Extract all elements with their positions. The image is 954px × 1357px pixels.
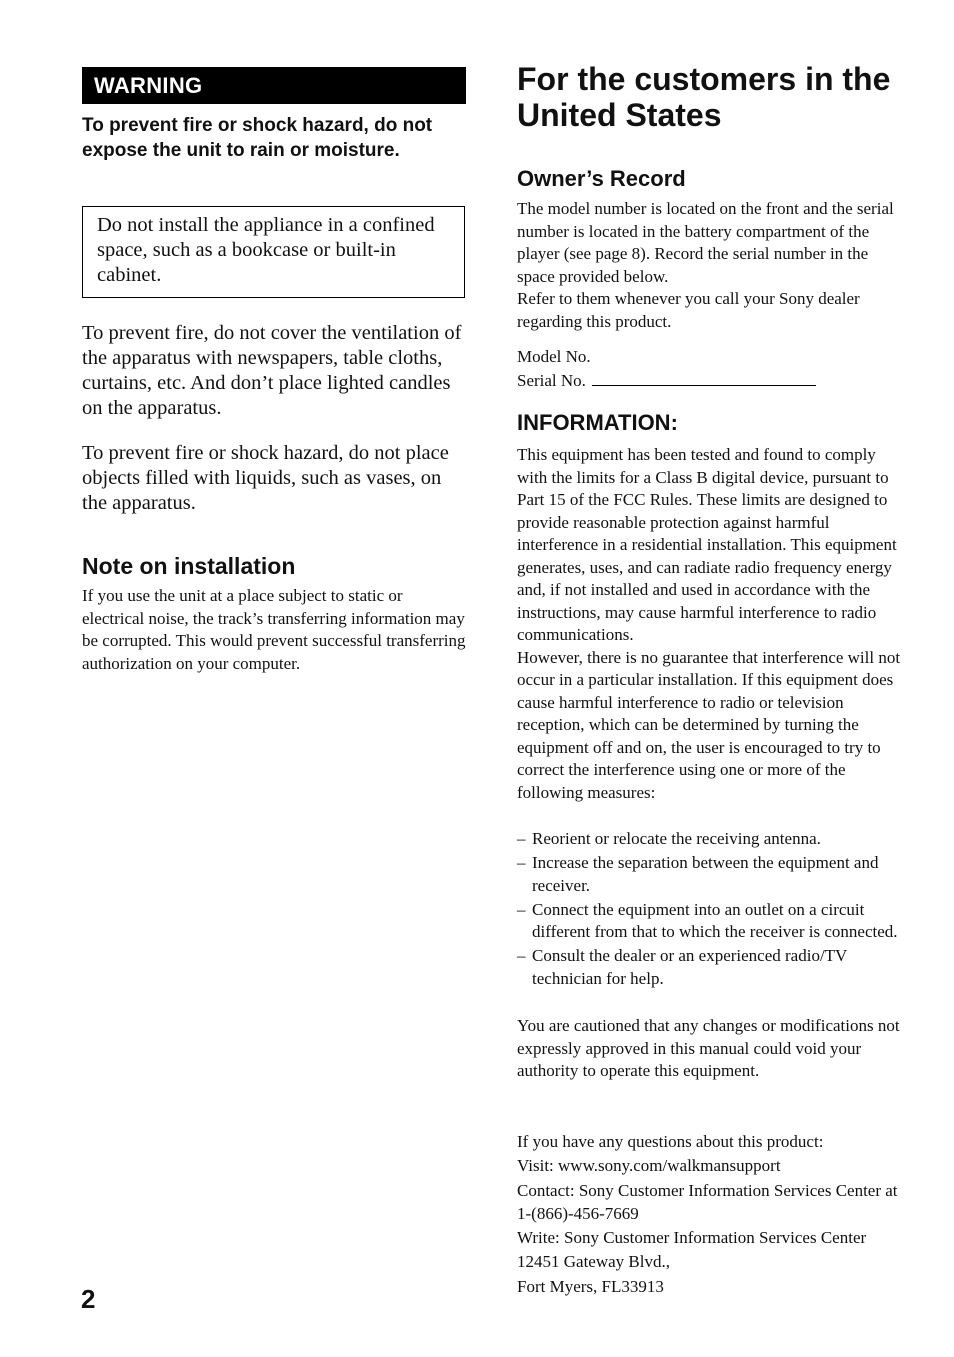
- shock-warning-paragraph: To prevent fire or shock hazard, do not place objects filled with liquids, such as vases, on the apparatus.: [82, 442, 449, 514]
- list-dash: –: [517, 899, 526, 919]
- address-line-1: 12451 Gateway Blvd.,: [517, 1252, 670, 1271]
- model-number-line: [517, 346, 907, 369]
- information-heading: INFORMATION:: [517, 410, 678, 435]
- page-number: 2: [81, 1284, 96, 1314]
- owners-record-heading: Owner’s Record: [517, 166, 686, 191]
- list-item: [517, 899, 907, 944]
- measure-text: Reorient or relocate the receiving antenna.: [532, 829, 821, 848]
- installation-warning-text: Do not install the appliance in a confined space, such as a bookcase or built-in cabinet.: [97, 214, 435, 286]
- list-item: [517, 945, 907, 990]
- model-number-label: Model No.: [517, 347, 591, 366]
- fcc-compliance-paragraph: This equipment has been tested and found to comply with the limits for a Class B digital device, pursuant to Part 15 of the FCC Rules. These limits are designed to provide reasonable protection against harmful interference in a residential installation. This equipment generates, uses, and can radiate radio frequency energy and, if not installed and used in accordance with the instructions, may cause harmful interference to radio communications.: [517, 445, 897, 644]
- list-dash: –: [517, 946, 526, 965]
- caution-paragraph: You are cautioned that any changes or modifications not expressly approved in this manual could void your authority to operate this equipment.: [517, 1016, 900, 1080]
- list-dash: –: [517, 829, 526, 848]
- list-item: [517, 852, 907, 897]
- measure-text: Connect the equipment into an outlet on a circuit different from that to which the receiver is connected.: [532, 899, 898, 941]
- installation-heading: Note on installation: [82, 553, 296, 579]
- address-line-2: Fort Myers, FL33913: [517, 1277, 664, 1296]
- support-website-line: Visit: www.sony.com/walkmansupport: [517, 1156, 781, 1175]
- information-body: [517, 444, 907, 804]
- warning-lead-text: To prevent fire or shock hazard, do not expose the unit to rain or moisture.: [82, 115, 433, 161]
- serial-number-line: [517, 370, 907, 393]
- fire-warning-paragraph: To prevent fire, do not cover the ventilation of the apparatus with newspapers, table cloths, curtains, etc. And don’t place lighted candles on the apparatus.: [82, 322, 462, 419]
- interference-measures-list: [517, 828, 907, 992]
- serial-number-label: Serial No.: [517, 371, 586, 390]
- installation-warning-box: [82, 206, 465, 298]
- contact-phone-line: Contact: Sony Customer Information Services Center at 1-(866)-456-7669: [517, 1181, 898, 1223]
- interference-paragraph: However, there is no guarantee that interference will not occur in a particular installation. If this equipment does cause harmful interference to radio or television reception, which can be determined by turning the equipment off and on, the user is encouraged to try to correct the interference using one or more of the following measures:: [517, 647, 901, 802]
- owners-record-paragraph-2: Refer to them whenever you call your Sony dealer regarding this product.: [517, 289, 860, 331]
- list-dash: –: [517, 853, 526, 872]
- serial-number-blank: [592, 371, 816, 386]
- questions-line: If you have any questions about this product:: [517, 1132, 824, 1151]
- measure-text: Consult the dealer or an experienced radio/TV technician for help.: [532, 946, 848, 988]
- warning-heading: WARNING: [82, 67, 466, 104]
- page-title: For the customers in the United States: [517, 61, 891, 133]
- write-line: Write: Sony Customer Information Services Center: [517, 1228, 867, 1247]
- owners-record-paragraph: The model number is located on the front and the serial number is located in the battery compartment of the player (see page 8). Record the serial number in the space provided below.: [517, 199, 894, 286]
- installation-note-body: If you use the unit at a place subject to static or electrical noise, the track’s transferring information may be corrupted. This would prevent successful transferring authorization on your computer.: [82, 586, 466, 673]
- measure-text: Increase the separation between the equipment and receiver.: [532, 853, 879, 895]
- owners-record-body: [517, 198, 907, 333]
- list-item: [517, 828, 907, 851]
